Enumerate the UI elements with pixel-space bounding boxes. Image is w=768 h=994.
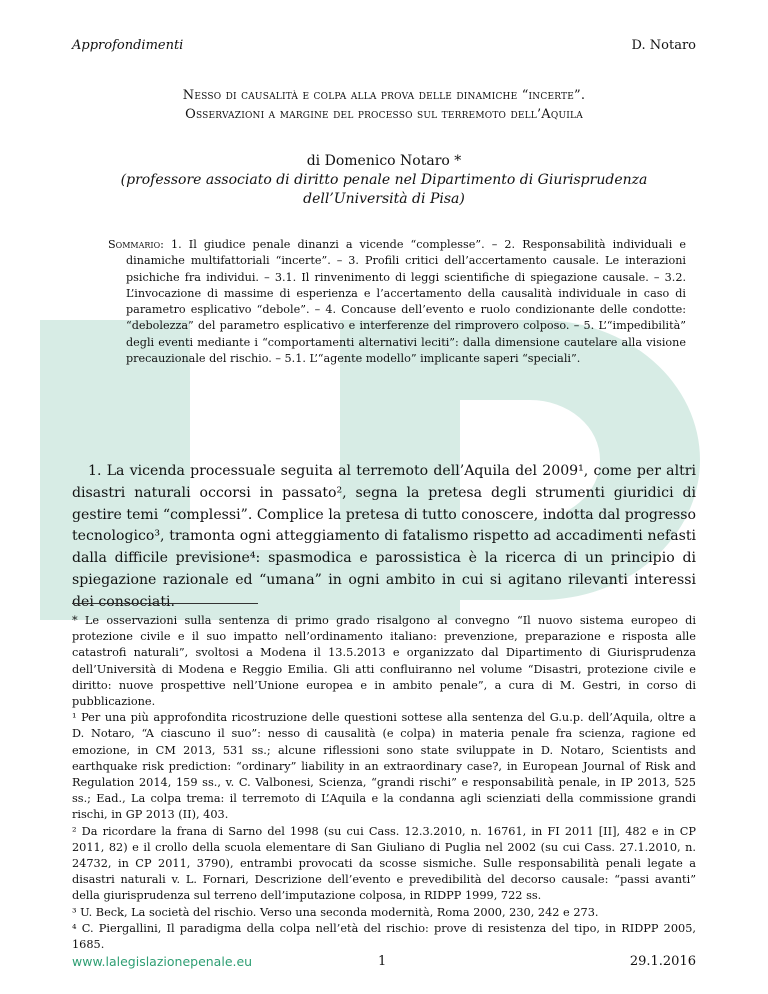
author-name: di Domenico Notaro * xyxy=(306,153,462,169)
title-line-1: Nesso di causalità e colpa alla prova delle dinamiche “incerte”. xyxy=(182,88,586,103)
summary-text: 1. Il giudice penale dinanzi a vicende “complesse”. – 2. Responsabilità individuali e dinamiche multifattoriali “incerte”. – 3. Profili critici dell’accertamento causale. Le interazioni psichiche fra individui. – 3.1. Il rinvenimento di leggi scientifiche di spiegazione causale. – 3.2. L’invocazione di massime di esperienza e l’accertamento della causalità individuale in caso di parametro esplicativo “debole”. – 4. Concause dell’evento e ruolo condizionante delle condotte: “debolezza” del parametro esplicativo e interferenze del rimprovero colposo. – 5. L’“impedibilità” degli eventi mediante i “comportamenti alternativi leciti”: dalla dimensione cautelare alla visione precauzionale del rischio. – 5.1. L’“agente modello” implicante saperi “speciali”. xyxy=(126,238,686,366)
footer-date: 29.1.2016 xyxy=(629,954,696,969)
summary-label: Sommario: xyxy=(108,238,164,251)
summary xyxy=(108,237,686,367)
footnote-3: ³ U. Beck, La società del rischio. Verso una seconda modernità, Roma 2000, 230, 242 e 273. xyxy=(72,905,599,919)
footer-page-number: 1 xyxy=(378,954,387,969)
footnote-divider xyxy=(72,603,258,604)
author-affiliation-line-2: dell’Università di Pisa) xyxy=(303,191,465,207)
footnote-1: ¹ Per una più approfondita ricostruzione delle questioni sottese alla sentenza del G.u.p. dell’Aquila, oltre a D. Notaro, “A ciascuno il suo”: nesso di causalità (e colpa) in materia penale fra scienza, ragione ed emozione, in CM 2013, 531 ss.; alcune riflessioni sono state sviluppate in D. Notaro, Scientists and earthquake risk prediction: “ordinary” liability in an extraordinary case?, in European Journal of Risk and Regulation 2014, 159 ss., v. C. Valbonesi, Scienza, “grandi rischi” e responsabilità penale, in IP 2013, 525 ss.; Ead., La colpa trema: il terremoto di L’Aquila e la condanna agli scienziati della commissione grandi rischi, in GP 2013 (II), 403. xyxy=(72,711,696,822)
title-line-2: Osservazioni a margine del processo sul terremoto dell’Aquila xyxy=(185,107,583,122)
header-section: Approfondimenti xyxy=(72,38,184,53)
footnote-4: ⁴ C. Piergallini, Il paradigma della colpa nell’età del rischio: prove di resistenza del tipo, in RIDPP 2005, 1685. xyxy=(72,921,696,952)
author-affiliation-line-1: (professore associato di diritto penale nel Dipartimento di Giurisprudenza xyxy=(120,172,648,188)
footer-website-link[interactable]: www.lalegislazionepenale.eu xyxy=(72,954,253,969)
body-paragraph: 1. La vicenda processuale seguita al terremoto dell’Aquila del 2009¹, come per altri disastri naturali occorsi in passato², segna la pretesa degli strumenti giuridici di gestire temi “complessi”. Complice la pretesa di tutto conoscere, indotta dal progresso tecnologico³, tramonta ogni atteggiamento di fatalismo rispetto ad accadimenti nefasti dalla difficile previsione⁴: spasmodica e parossistica è la ricerca di un principio di spiegazione razionale ed “umana” in ogni ambito in cui si agitano rilevanti interessi dei consociati. xyxy=(72,463,696,610)
footnotes xyxy=(72,613,696,953)
footnote-star: * Le osservazioni sulla sentenza di primo grado risalgono al convegno “Il nuovo sistema europeo di protezione civile e il suo impatto nell’ordinamento italiano: prevenzione, preparazione e risposta alle catastrofi naturali”, svoltosi a Modena il 13.5.2013 e organizzato dal Dipartimento di Giurisprudenza dell’Università di Modena e Reggio Emilia. Gli atti confluiranno nel volume “Disastri, protezione civile e diritto: nuove prospettive nell’Unione europea e in ambito penale”, a cura di M. Gestri, in corso di pubblicazione. xyxy=(72,614,696,709)
header-author: D. Notaro xyxy=(631,38,696,53)
footnote-2: ² Da ricordare la frana di Sarno del 1998 (su cui Cass. 12.3.2010, n. 16761, in FI 2011 [II], 482 e in CP 2011, 82) e il crollo della scuola elementare di San Giuliano di Puglia nel 2002 (su cui Cass. 27.1.2010, n. 24732, in CP 2011, 3790), entrambi provocati da scosse sismiche. Sulle responsabilità penali legate a disastri naturali v. L. Fornari, Descrizione dell’evento e prevedibilità del decorso causale: “passi avanti” della giurisprudenza sul terreno dell’imputazione colposa, in RIDPP 1999, 722 ss. xyxy=(72,824,696,903)
